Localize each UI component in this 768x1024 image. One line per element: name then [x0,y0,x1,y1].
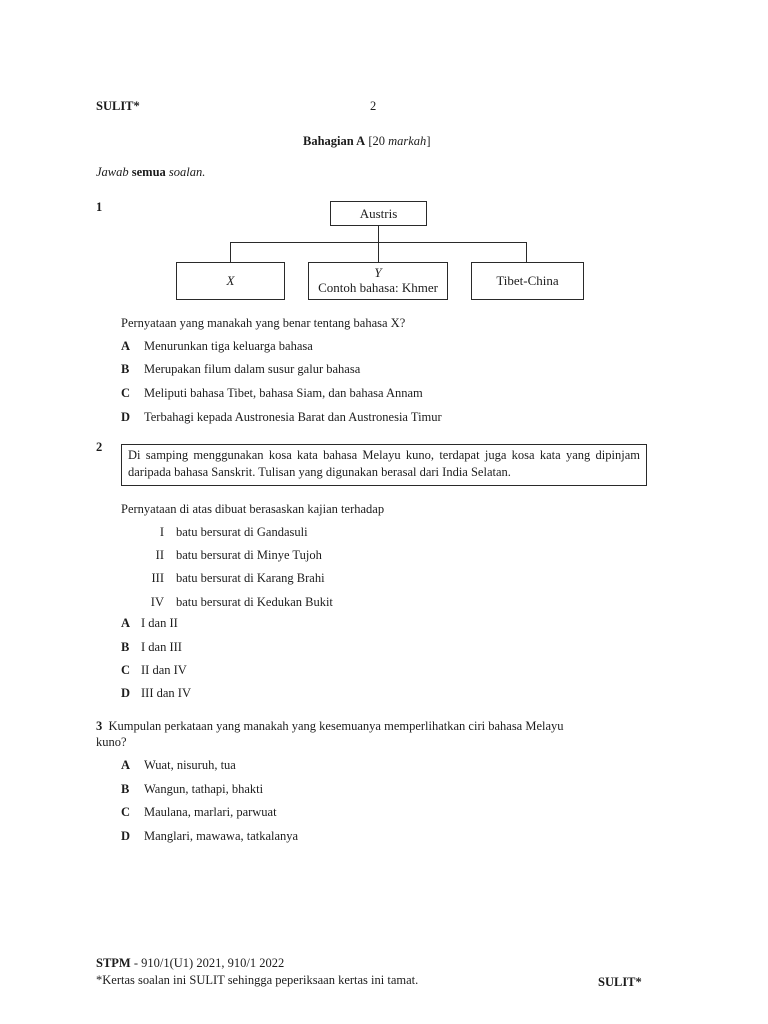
q3-option-b-text: Wangun, tathapi, bhakti [144,782,264,796]
q2-statement-2-text: batu bersurat di Minye Tujoh [176,548,322,562]
connector-vertical [378,226,379,242]
q2-statement-4-numeral: IV [150,595,164,609]
q2-option-c-letter: C [121,663,131,677]
q3-option-d-text: Manglari, mawawa, tatkalanya [144,829,299,843]
q3-option-b-letter: B [121,782,130,796]
q3-stem-line2: kuno? [96,735,127,749]
section-title [303,134,430,149]
q3-stem-line1 [96,719,564,734]
q1-option-c-letter: C [121,386,131,400]
q1-stem: Pernyataan yang manakah yang benar tentang bahasa X? [121,316,406,330]
section-title-close: ] [426,134,431,148]
diagram-box-x [176,262,285,300]
q3-option-c-text: Maulana, marlari, parwuat [144,805,277,819]
footer-code-bold: STPM [96,956,131,970]
q2-option-c-text: II dan IV [141,663,187,677]
diagram-y-example: Contoh bahasa: Khmer [318,280,438,295]
q2-statement-4-text: batu bersurat di Kedukan Bukit [176,595,333,609]
diagram-root-label: Austris [359,206,398,221]
diagram-x-label: X [226,273,235,288]
q2-option-a-text: I dan II [141,616,178,630]
q1-number: 1 [96,200,103,214]
q3-option-d-letter: D [121,829,131,843]
q3-option-c-letter: C [121,805,131,819]
q1-option-b-text: Merupakan filum dalam susur galur bahasa [144,362,361,376]
instruction-bold: semua [131,165,166,179]
q2-statement-2-numeral: II [155,548,164,562]
q2-statement-3-text: batu bersurat di Karang Brahi [176,571,325,585]
instruction-italic-2: soalan. [168,165,206,179]
q2-number: 2 [96,440,103,454]
page-number: 2 [370,99,377,113]
diagram-y-label: Y [374,265,382,280]
section-title-bold: Bahagian A [303,134,366,148]
q2-statement-3-numeral: III [151,571,164,585]
diagram-box-y [308,262,448,300]
q2-option-d-text: III dan IV [141,686,191,700]
footer-code-rest: - 910/1(U1) 2021, 910/1 2022 [130,956,285,970]
q3-number: 3 [96,719,103,733]
q1-option-c-text: Meliputi bahasa Tibet, bahasa Siam, dan bahasa Annam [144,386,423,400]
q2-option-b-letter: B [121,640,130,654]
header-sulit: SULIT* [96,99,140,113]
footer-code [96,956,284,971]
footer-sulit: SULIT* [598,975,642,989]
q2-stem: Pernyataan di atas dibuat berasaskan kajian terhadap [121,502,385,516]
q3-stem-text: Kumpulan perkataan yang manakah yang kesemuanya memperlihatkan ciri bahasa Melayu [108,719,564,733]
q3-option-a-text: Wuat, nisuruh, tua [144,758,236,772]
diagram-box-tibet-china [471,262,584,300]
footer-note: *Kertas soalan ini SULIT sehingga peperiksaan kertas ini tamat. [96,973,419,987]
q1-option-b-letter: B [121,362,130,376]
q1-option-a-text: Menurunkan tiga keluarga bahasa [144,339,313,353]
q2-option-d-letter: D [121,686,131,700]
q1-option-d-text: Terbahagi kepada Austronesia Barat dan Austronesia Timur [144,410,442,424]
q1-option-a-letter: A [121,339,131,353]
connector-left [230,242,231,262]
q2-source-box: Di samping menggunakan kosa kata bahasa Melayu kuno, terdapat juga kosa kata yang dipinjam daripada bahasa Sanskrit. Tulisan yang digunakan berasal dari India Selatan. [121,444,647,486]
section-title-open: [20 [365,134,389,148]
q3-option-a-letter: A [121,758,131,772]
q1-option-d-letter: D [121,410,131,424]
diagram-right-label: Tibet-China [496,273,559,288]
q2-option-a-letter: A [121,616,131,630]
instruction-italic-1: Jawab [96,165,129,179]
connector-right [526,242,527,262]
q2-statement-1-text: batu bersurat di Gandasuli [176,525,308,539]
instruction [96,165,205,180]
section-title-italic: markah [388,134,427,148]
q2-statement-1-numeral: I [159,525,164,539]
diagram-root-box [330,201,427,226]
q2-option-b-text: I dan III [141,640,182,654]
connector-middle [378,242,379,262]
